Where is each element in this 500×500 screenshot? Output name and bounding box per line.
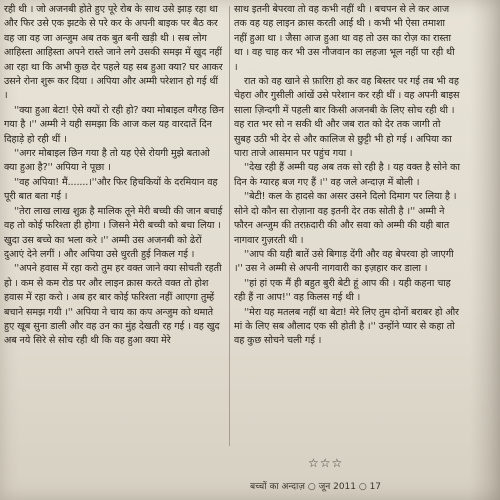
paragraph: साथ इतनी बेपरवा तो वह कभी नहीं थी । बचपन से ले कर आज तक वह यह लाइन क्रास करती आई थी । कभी भी ऐसा तमाशा नहीं हुआ था । जैसा आज हुआ था वह तो उस का रोज़ का रास्ता था । वह चाह कर भी उस नौजवान का लहजा भूल नहीं पा रही थी ।	[234, 4, 455, 73]
right-column	[234, 3, 460, 349]
paragraph: ''वह अपिया! मैं.......।''और फिर हिचकियों के दरमियान वह पूरी बात बता गई ।	[4, 176, 218, 203]
paragraph: ''क्या हुआ बेटा! ऐसे क्यों रो रही हो? क्या मोबाइल वगैरह छिन गया है ।'' अम्मी ने यही समझा कि आज कल यह वारदातें दिन दिहाड़े हो रही थीं ।	[4, 104, 224, 145]
paragraph: ''आप की यही बातें उसे बिगाड़ देंगी और वह बेपरवा हो जाएगी ।'' उस ने अम्मी से अपनी नागवारी का इज़हार कर डाला ।	[234, 248, 454, 275]
column-divider	[229, 6, 230, 446]
paragraph: ''मेरा यह मतलब नहीं था बेटा! मेरे लिए तुम दोनों बराबर हो और मां के लिए सब औलाद एक सी होती है ।'' उन्होंने प्यार से कहा तो वह कुछ सोचने चली गई ।	[234, 306, 459, 347]
paragraph: ''बेटी! कल के हादसे का असर उसने दिलो दिमाग पर लिया है । सोने दो कौन सा रोज़ाना वह इतनी देर तक सोती है ।'' अम्मी ने फौरन अन्जुम की तरफ़दारी की और सवा को अम्मी की यही बात नागवार गुज़रती थी ।	[234, 191, 457, 246]
paragraph: ''तेरा लाख लाख शुक्र है मालिक तूने मेरी बच्ची की जान बचाई वह तो कोई फरिश्ता ही होगा । जिसने मेरी बच्ची को बचा लिया । खुदा उस बच्चे का भला करे ।'' अम्मी उस अजनबी को ढेरों दुआएं देने लगीं । और अपिया उसे धुरती हुई निकल गई ।	[4, 205, 223, 260]
paragraph: ''हां हां एक मैं ही बहुत बुरी बेटी हूं आप की । यही कहना चाह रही हैं ना आप!'' वह किलस गई थी ।	[234, 277, 451, 304]
paragraph: ''अपने हवास में रहा करो तुम हर वक्त जाने क्या सोचती रहती हो । कम से कम रोड पर और लाइन क्रास करते वक्त तो होश हवास में रहा करो । अब हर बार कोई फरिश्ता नहीं आएगा तुम्हें बचाने समझ गयी ।'' अपिया ने चाय का कप अन्जुम को थमाते हुए खूब सुना डाली और वह उन का मुंह देखती रह गई । वह खुद अब नये सिरे से सोच रही थी कि वह हुआ क्या मेरे	[4, 263, 222, 347]
footer-text: बच्चों का अन्दाज़ ○ जून 2011 ○ 17	[250, 482, 382, 492]
left-column	[4, 3, 224, 349]
paragraph: रही थी । जो अजनबी होते हुए पूरे रोब के साथ उसे झाड़ रहा था और फिर उसे एक झटके से परे कर के अपनी बाइक पर बैठ कर वह जा वह जा अन्जुम अब तक बुत बनी खड़ी थी । सब लोग आहिस्ता आहिस्ता अपने रास्ते जाने लगे उसकी समझ में खुद नहीं आ रहा था कि अभी कुछ देर पहले यह सब हुआ क्या? घर आकर उसने रोना शुरू कर दिया । अपिया और अम्मी परेशान हो गई थीं ।	[4, 4, 223, 102]
page-footer	[0, 477, 500, 497]
paragraph: ''अगर मोबाइल छिन गया है तो यह ऐसे रोयगी मुझे बताओ क्या हुआ है?'' अपिया ने पूछा ।	[4, 148, 210, 174]
paragraph: रात को वह खाने से फ़ारिग़ हो कर वह बिस्तर पर गई तब भी वह चेहरा और गुसीली आंखें उसे परेशान कर रही थीं । वह अपनी बाइस साला ज़िन्दगी में पहली बार किसी अजनबी के लिए सोच रही थी । वह रात भर सो न सकी थी और जब रात को देर तक जागी तो सुबह उठी भी देर से और कालिज से छुट्टी भी हो गई । अपिया का पारा ताजे आसमान पर पहुंच गया ।	[234, 76, 460, 160]
page-edge-shadow	[470, 0, 500, 500]
end-mark: ☆☆☆	[308, 456, 344, 470]
paragraph: ''देख रही हैं अम्मी यह अब तक सो रही है । यह वक्त है सोने का दिन के ग्यारह बज गए हैं ।'' वह जले अन्दाज़ में बोली ।	[234, 162, 460, 188]
